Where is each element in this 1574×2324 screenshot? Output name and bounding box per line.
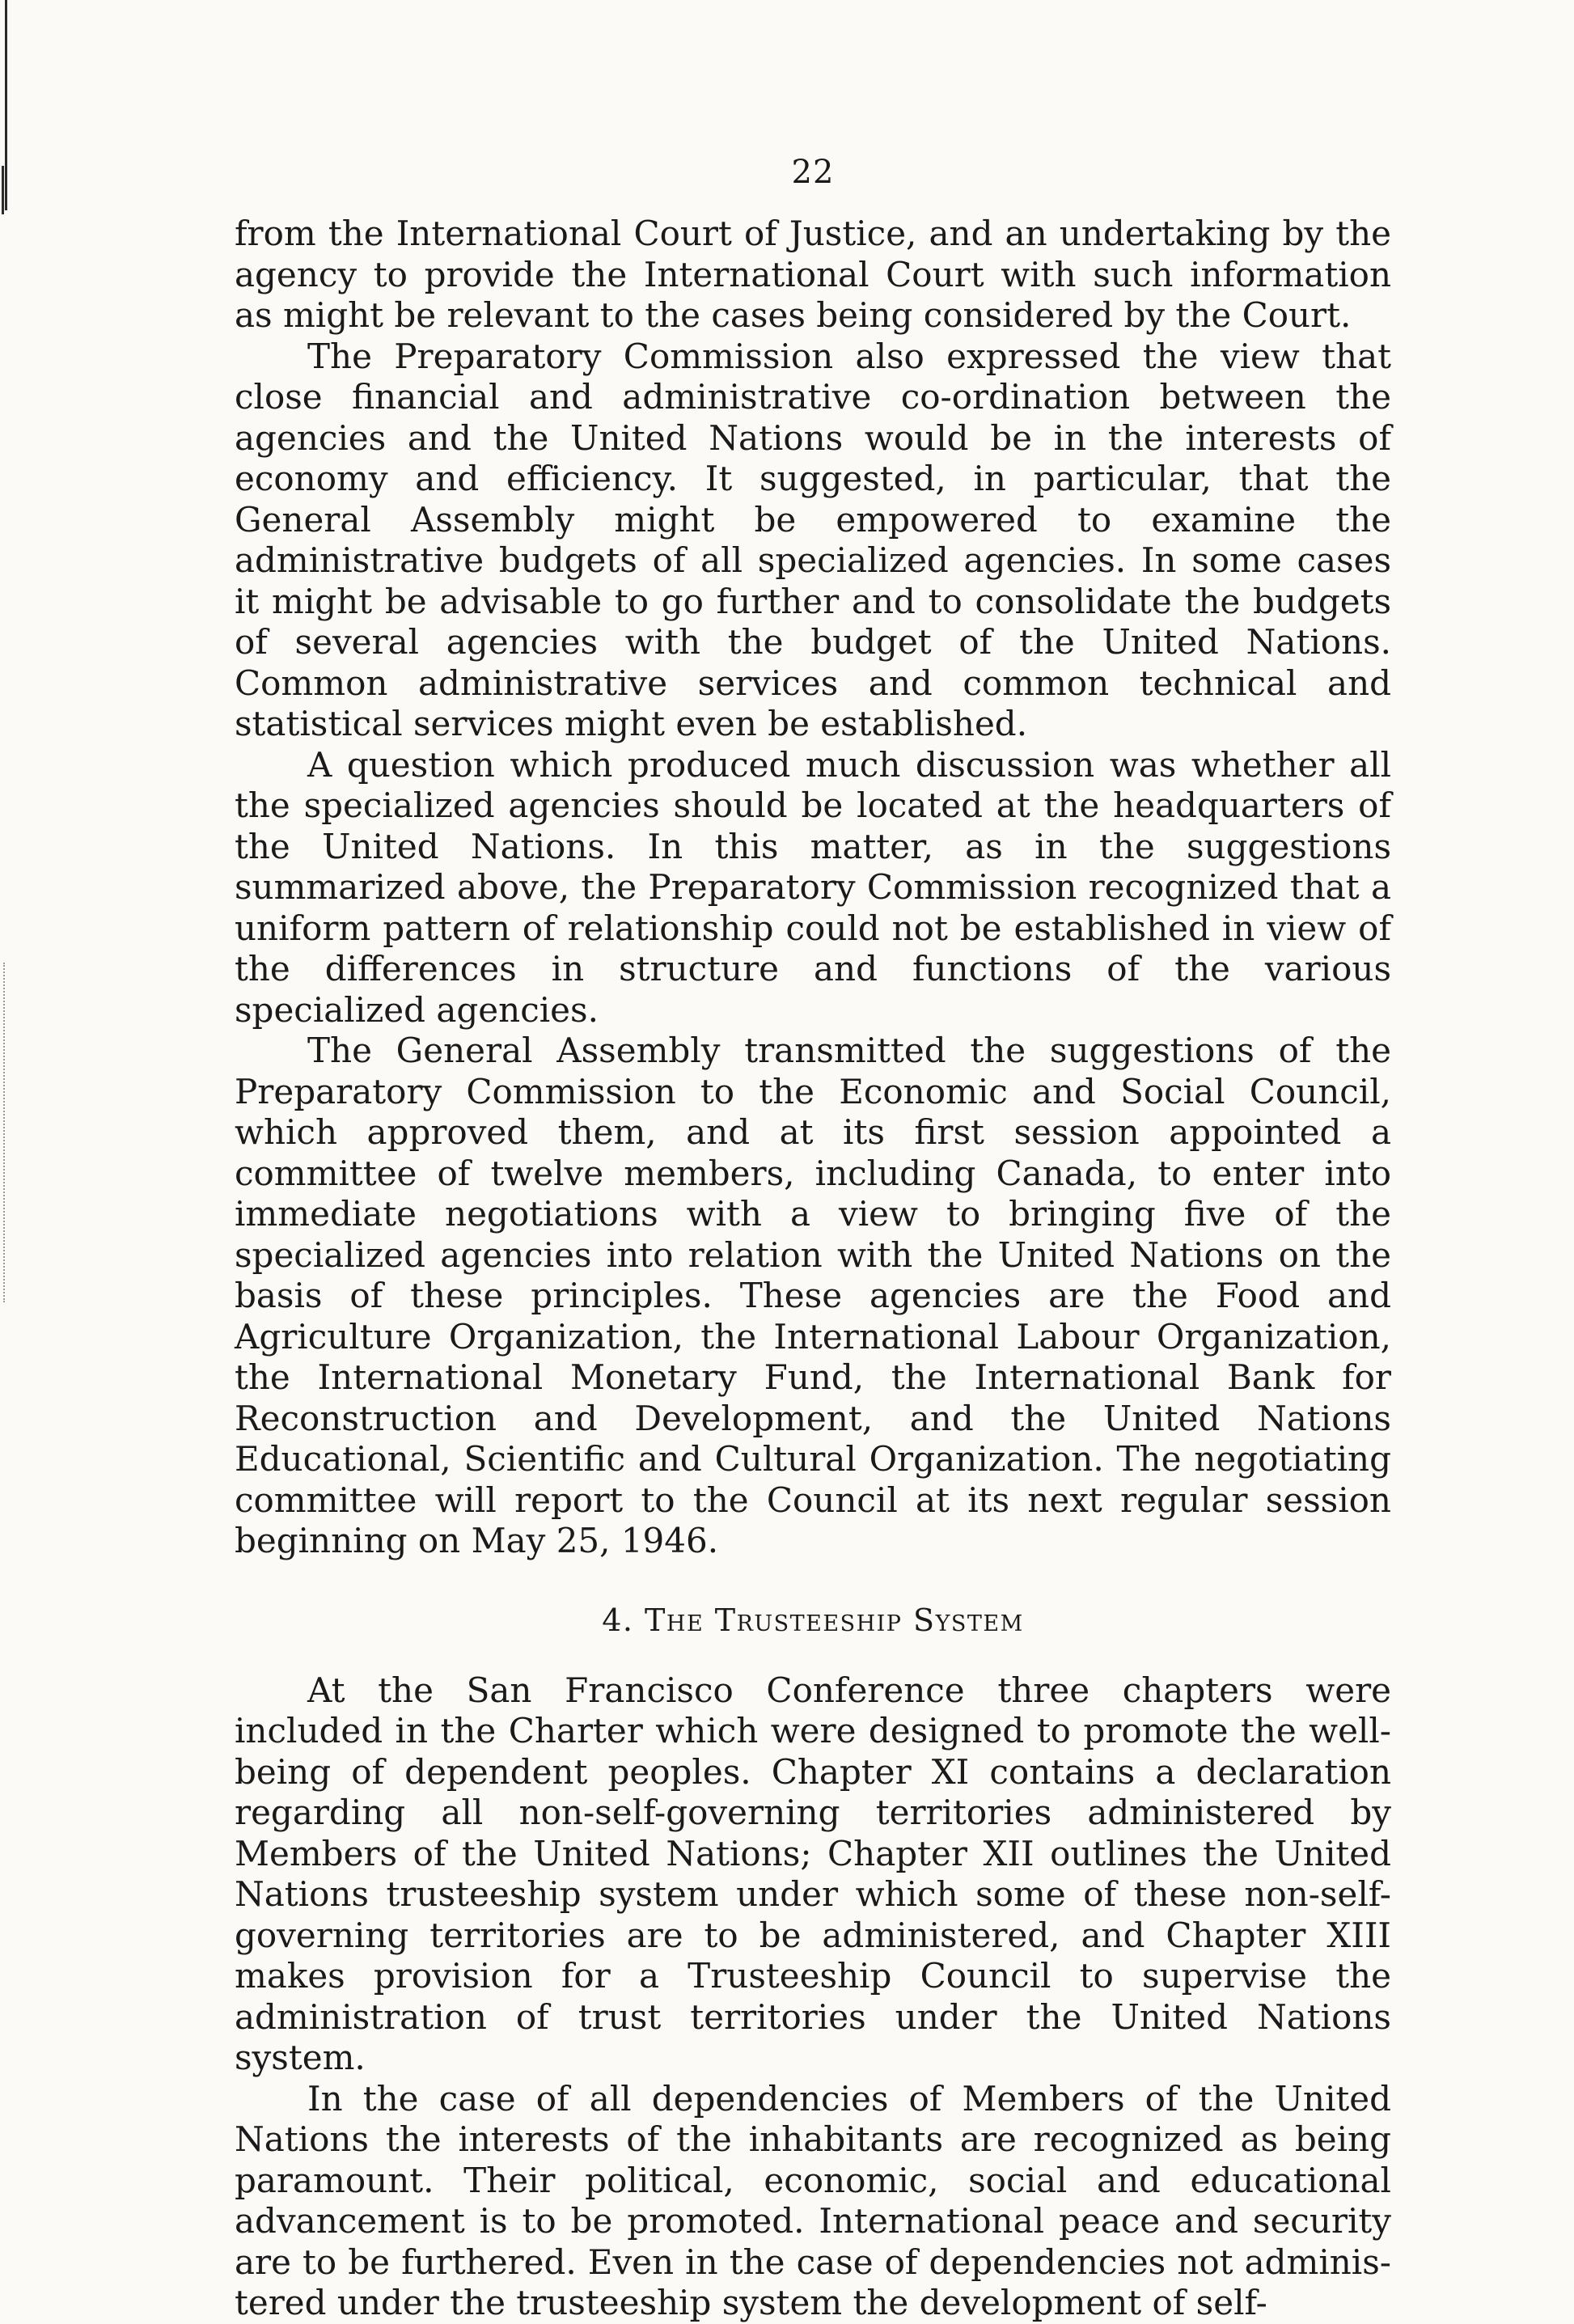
paragraph-coordination: The Preparatory Commission also expressed the view that close financial and administrative co-ordination between the agencies and the United Nations would be in the interests of economy and efficiency. It suggested, in particular, that the General Assembly might be empowered to examine the administrative budgets of all specialized agencies. In some cases it might be advisable to go further and to consolidate the budgets of several agencies with the budget of the United Nations. Common administrative services and common technical and statistical services might even be established. bbox=[235, 336, 1391, 743]
paragraph-san-francisco: At the San Francisco Conference three chapters were included in the Charter which were designed to promote the well-being of dependent peoples. Chapter XI contains a declaration regarding all non-self-governing territories administered by Members of the United Nations; Chapter XII outlines the United Nations trusteeship system under which some of these non-self-governing territories are to be administered, and Chapter XIII makes provision for a Trusteeship Council to supervise the administration of trust territories under the United Nations system. bbox=[235, 1670, 1391, 2077]
body-text-before bbox=[235, 214, 1391, 1562]
paragraph-headquarters: A question which produced much discussion was whether all the specialized agencies should be located at the headquarters of the United Nations. In this matter, as in the suggestions summarized above, the Preparatory Commission recognized that a uniform pattern of relationship could not be established in view of the differences in structure and functions of the various specialized agencies. bbox=[235, 744, 1391, 1030]
paragraph-court-continuation: from the International Court of Justice, and an undertaking by the agency to provide the International Court with such information as might be relevant to the cases being considered by the Court. bbox=[235, 214, 1391, 335]
document-page bbox=[235, 154, 1391, 2324]
paragraph-dependencies: In the case of all dependencies of Members of the United Nations the interests of the inhabitants are recognized as being paramount. Their political, economic, social and educational advancement is to be promoted. International peace and security are to be furthered. Even in the case of dependencies not administered under the trusteeship system the development of self- bbox=[235, 2078, 1391, 2322]
body-text-after bbox=[235, 1670, 1391, 2324]
section-heading: 4. The Trusteeship System bbox=[602, 1602, 1024, 1638]
page-number: 22 bbox=[791, 154, 835, 191]
scan-edge-mark bbox=[5, 0, 7, 210]
paragraph-general-assembly: The General Assembly transmitted the suggestions of the Preparatory Commission to the Economic and Social Council, which approved them, and at its first session appointed a committee of twelve members, including Canada, to enter into immediate negotiations with a view to bringing five of the specialized agencies into relation with the United Nations on the basis of these principles. These agencies are the Food and Agriculture Organization, the International Labour Organization, the International Monetary Fund, the International Bank for Reconstruction and Development, and the United Nations Educational, Scientific and Cultural Organization. The negotiating committee will report to the Council at its next regular session beginning on May 25, 1946. bbox=[235, 1031, 1391, 1560]
scan-dotted-margin bbox=[3, 963, 6, 1302]
scan-edge-mark-short bbox=[2, 166, 4, 214]
